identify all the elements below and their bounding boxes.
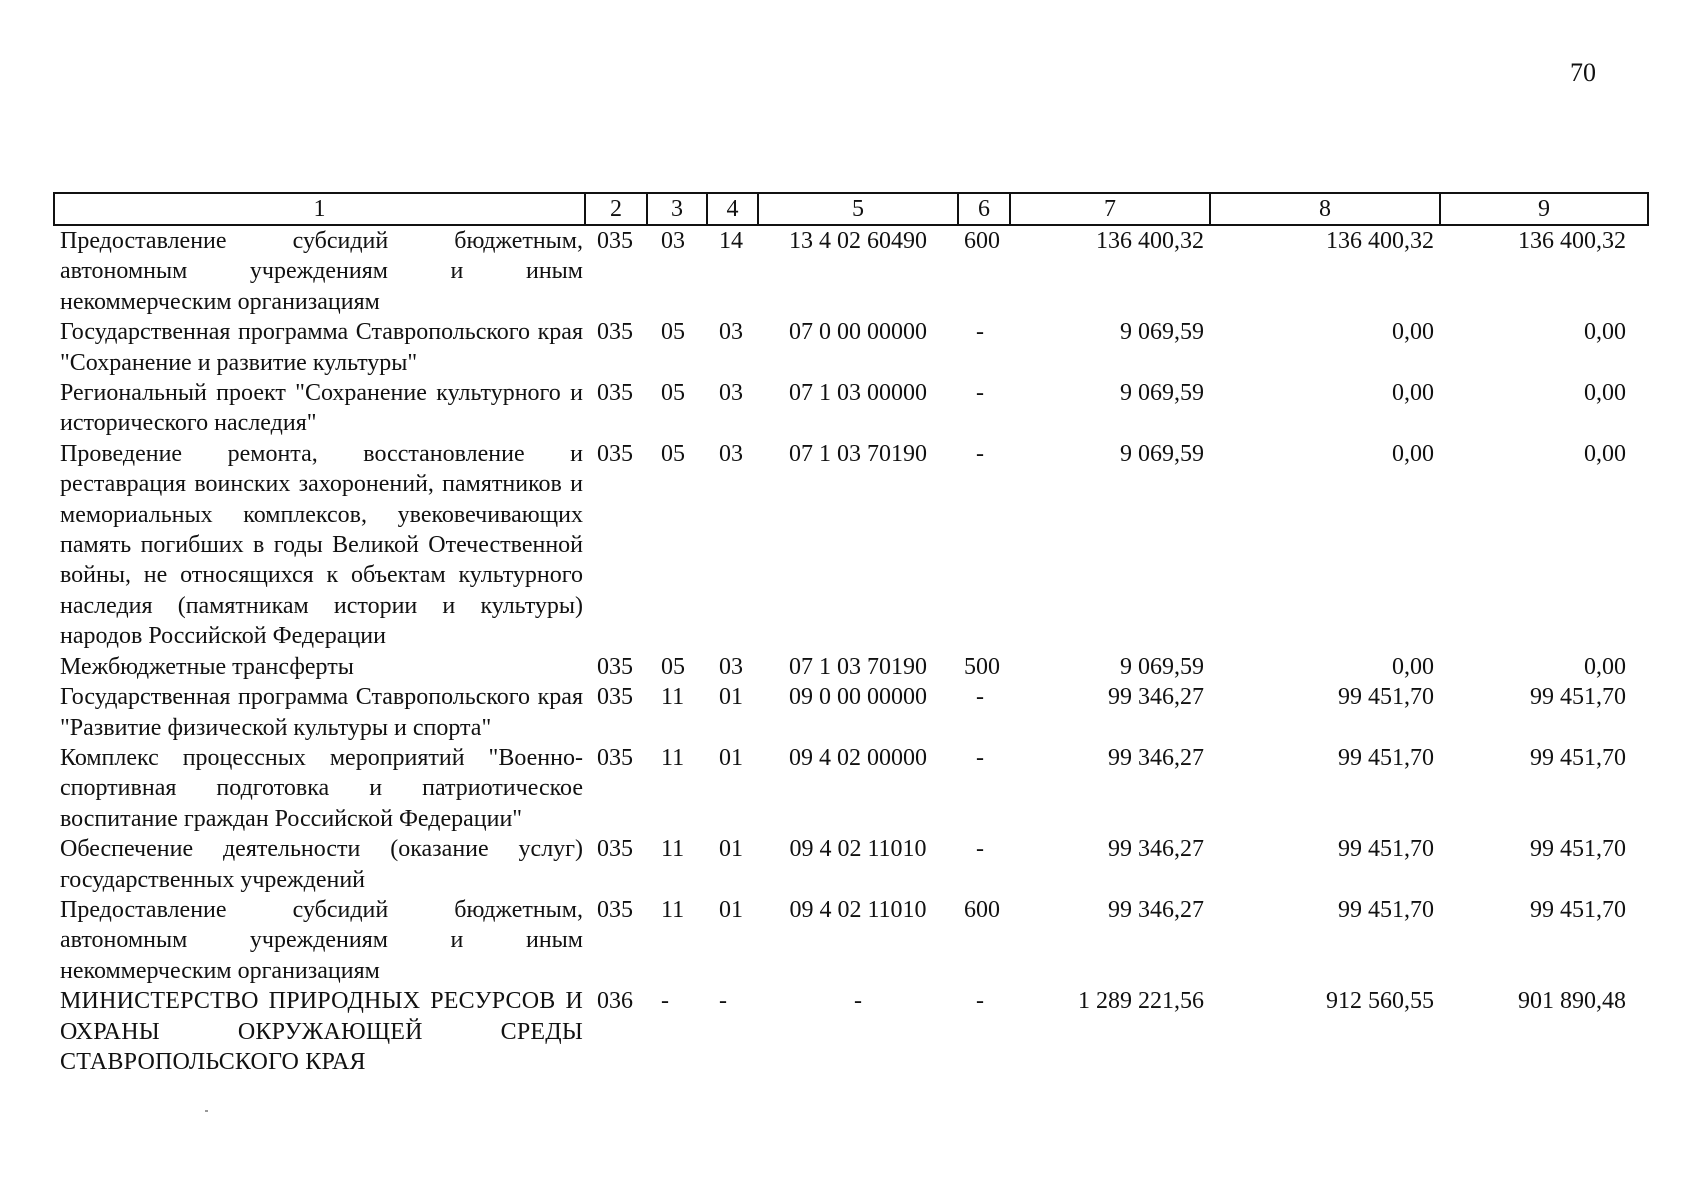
row-col-8: 136 400,32	[1326, 228, 1434, 254]
row-col-3: 05	[661, 653, 685, 680]
row-col-2: 035	[597, 653, 633, 680]
row-col-6: -	[976, 988, 984, 1015]
row-col-4: 03	[719, 440, 743, 467]
row-col-8: 0,00	[1392, 440, 1434, 467]
row-col-2: 035	[597, 380, 633, 407]
row-name: Государственная программа Ставропольского края "Развитие физической культуры и спорта"	[60, 684, 583, 741]
row-col-4: 03	[719, 380, 743, 407]
row-col-9: 99 451,70	[1530, 896, 1626, 923]
row-name: Комплекс процессных мероприятий "Военно-спортивная подготовка и патриотическое воспитание граждан Российской Федерации"	[60, 744, 583, 832]
row-col-8: 0,00	[1392, 319, 1434, 346]
table-row	[54, 986, 1648, 1077]
row-col-7: 9 069,59	[1120, 380, 1204, 407]
row-col-8: 99 451,70	[1338, 684, 1434, 711]
row-col-6: -	[976, 744, 984, 771]
row-col-7: 99 346,27	[1108, 744, 1204, 771]
row-col-5: 07 1 03 70190	[789, 440, 927, 467]
row-col-2: 035	[597, 228, 633, 254]
row-col-8: 912 560,55	[1326, 988, 1434, 1015]
row-col-8: 0,00	[1392, 653, 1434, 680]
row-col-9: 0,00	[1584, 380, 1626, 407]
row-col-7: 9 069,59	[1120, 319, 1204, 346]
row-col-9: 99 451,70	[1530, 744, 1626, 771]
header-col-6: 6	[958, 193, 1010, 225]
row-col-3: 11	[661, 836, 685, 863]
row-name: Государственная программа Ставропольского края "Сохранение и развитие культуры"	[60, 319, 583, 376]
header-col-7: 7	[1010, 193, 1210, 225]
row-col-6: -	[976, 319, 984, 346]
row-col-4: 03	[719, 653, 743, 680]
row-col-5: 07 0 00 00000	[789, 319, 927, 346]
row-col-8: 99 451,70	[1338, 896, 1434, 923]
row-col-2: 035	[597, 744, 633, 771]
row-col-6: 600	[964, 896, 1000, 923]
table-row	[54, 682, 1648, 743]
header-col-2: 2	[585, 193, 647, 225]
row-col-9: 99 451,70	[1530, 836, 1626, 863]
row-col-5: 09 4 02 00000	[789, 744, 927, 771]
row-col-9: 901 890,48	[1518, 988, 1626, 1015]
row-col-5: 09 0 00 00000	[789, 684, 927, 711]
table-row	[54, 895, 1648, 986]
row-col-9: 136 400,32	[1518, 228, 1626, 254]
table-row	[54, 834, 1648, 895]
row-col-7: 99 346,27	[1108, 836, 1204, 863]
row-col-9: 0,00	[1584, 653, 1626, 680]
row-col-5: -	[854, 988, 862, 1015]
row-name: МИНИСТЕРСТВО ПРИРОДНЫХ РЕСУРСОВ И ОХРАНЫ ОКРУЖАЮЩЕЙ СРЕДЫ СТАВРОПОЛЬСКОГО КРАЯ	[60, 988, 583, 1075]
row-col-2: 035	[597, 896, 633, 923]
row-col-2: 035	[597, 836, 633, 863]
row-col-5: 09 4 02 11010	[789, 896, 927, 923]
row-col-8: 99 451,70	[1338, 744, 1434, 771]
scan-artifact	[205, 1110, 208, 1112]
row-col-6: -	[976, 836, 984, 863]
row-col-2: 036	[597, 988, 633, 1015]
row-col-6: -	[976, 440, 984, 467]
row-col-3: 05	[661, 319, 685, 346]
page-number: 70	[1570, 58, 1596, 87]
header-col-3: 3	[647, 193, 707, 225]
header-col-9: 9	[1440, 193, 1648, 225]
row-col-7: 99 346,27	[1108, 896, 1204, 923]
row-col-9: 0,00	[1584, 319, 1626, 346]
row-col-9: 99 451,70	[1530, 684, 1626, 711]
header-col-5: 5	[758, 193, 958, 225]
row-col-5: 07 1 03 00000	[789, 380, 927, 407]
row-col-7: 1 289 221,56	[1078, 988, 1204, 1015]
row-col-6: 500	[964, 653, 1000, 680]
row-name: Предоставление субсидий бюджетным, автономным учреждениям и иным некоммерческим организациям	[60, 896, 583, 984]
row-name: Обеспечение деятельности (оказание услуг) государственных учреждений	[60, 836, 583, 893]
table-body	[54, 225, 1648, 1077]
table-row	[54, 378, 1648, 439]
row-name: Межбюджетные трансферты	[60, 653, 354, 680]
row-col-4: -	[719, 988, 727, 1015]
row-col-8: 0,00	[1392, 380, 1434, 407]
header-col-1: 1	[54, 193, 585, 225]
row-col-2: 035	[597, 684, 633, 711]
row-col-6: -	[976, 380, 984, 407]
row-col-8: 99 451,70	[1338, 836, 1434, 863]
header-row	[54, 193, 1648, 225]
row-col-9: 0,00	[1584, 440, 1626, 467]
row-col-3: 11	[661, 684, 685, 711]
row-col-4: 01	[719, 896, 743, 923]
row-col-2: 035	[597, 440, 633, 467]
row-col-4: 01	[719, 684, 743, 711]
budget-table	[53, 192, 1649, 1077]
row-col-2: 035	[597, 319, 633, 346]
table-row	[54, 317, 1648, 378]
row-col-7: 136 400,32	[1096, 228, 1204, 254]
table-row	[54, 652, 1648, 682]
row-col-3: 03	[661, 228, 685, 254]
table-row	[54, 439, 1648, 652]
header-col-4: 4	[707, 193, 758, 225]
row-name: Предоставление субсидий бюджетным, автономным учреждениям и иным некоммерческим организациям	[60, 228, 583, 315]
row-col-3: 05	[661, 380, 685, 407]
table-header	[54, 193, 1648, 225]
row-col-3: 11	[661, 896, 685, 923]
header-col-8: 8	[1210, 193, 1440, 225]
row-col-5: 07 1 03 70190	[789, 653, 927, 680]
row-col-6: -	[976, 684, 984, 711]
row-col-7: 99 346,27	[1108, 684, 1204, 711]
row-col-5: 09 4 02 11010	[789, 836, 927, 863]
row-col-4: 14	[719, 228, 743, 254]
row-col-3: -	[661, 988, 669, 1015]
table-row	[54, 743, 1648, 834]
row-col-3: 11	[661, 744, 685, 771]
row-col-4: 03	[719, 319, 743, 346]
row-col-7: 9 069,59	[1120, 440, 1204, 467]
row-name: Проведение ремонта, восстановление и реставрация воинских захоронений, памятников и мемориальных комплексов, увековечивающих память погибших в годы Великой Отечественной войны, не относящихся к объектам культурного наследия (памятникам истории и культуры) народов Российской Федерации	[60, 440, 583, 650]
row-col-4: 01	[719, 836, 743, 863]
row-col-4: 01	[719, 744, 743, 771]
row-col-5: 13 4 02 60490	[789, 228, 927, 254]
table-row	[54, 225, 1648, 317]
row-col-6: 600	[964, 228, 1000, 254]
row-col-7: 9 069,59	[1120, 653, 1204, 680]
row-col-3: 05	[661, 440, 685, 467]
row-name: Региональный проект "Сохранение культурного и исторического наследия"	[60, 380, 583, 437]
